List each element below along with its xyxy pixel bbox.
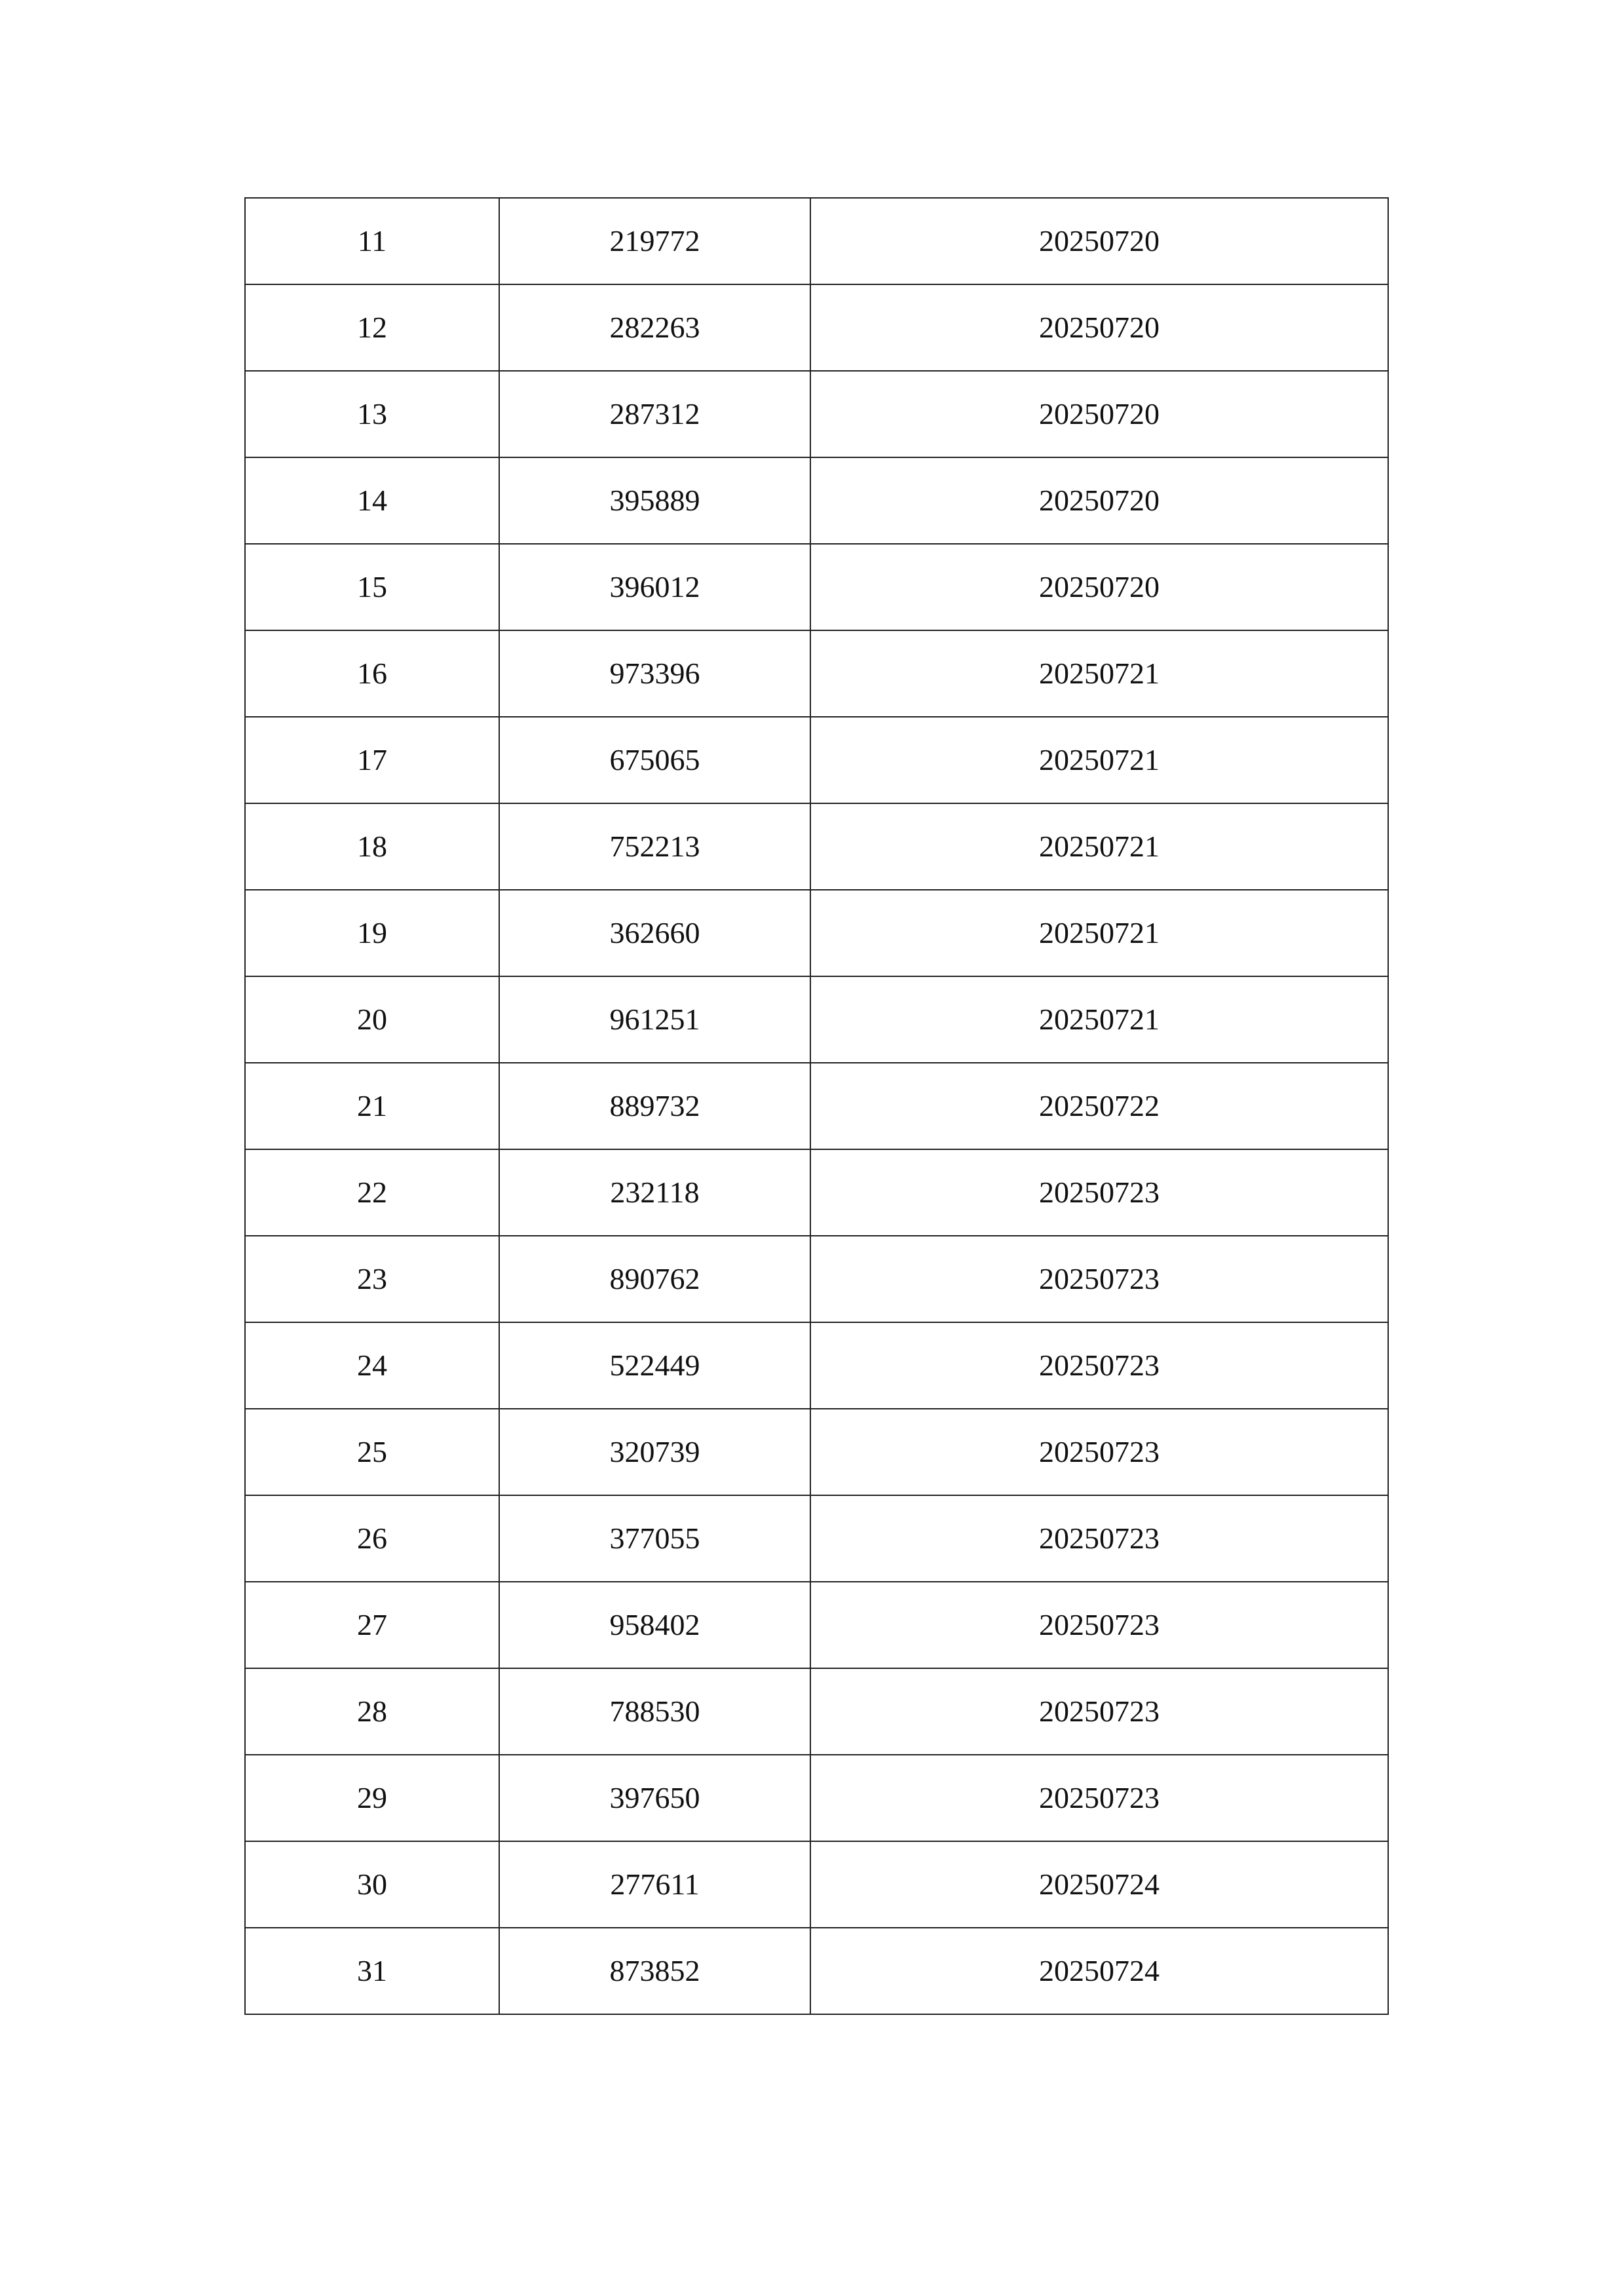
date-cell: 20250721 — [810, 803, 1388, 890]
date-cell: 20250721 — [810, 976, 1388, 1063]
row-index-cell: 14 — [245, 457, 499, 544]
date-cell: 20250721 — [810, 890, 1388, 976]
row-index-cell: 11 — [245, 198, 499, 284]
records-table-body — [245, 198, 1388, 2014]
code-cell: 522449 — [499, 1322, 810, 1409]
date-cell: 20250723 — [810, 1236, 1388, 1322]
table-row — [245, 717, 1388, 803]
date-cell: 20250721 — [810, 630, 1388, 717]
row-index-cell: 15 — [245, 544, 499, 630]
table-row — [245, 284, 1388, 371]
code-cell: 889732 — [499, 1063, 810, 1149]
table-row — [245, 1322, 1388, 1409]
row-index-cell: 24 — [245, 1322, 499, 1409]
table-row — [245, 1236, 1388, 1322]
date-cell: 20250722 — [810, 1063, 1388, 1149]
table-row — [245, 803, 1388, 890]
row-index-cell: 26 — [245, 1495, 499, 1582]
table-row — [245, 371, 1388, 457]
table-row — [245, 1755, 1388, 1841]
code-cell: 219772 — [499, 198, 810, 284]
code-cell: 958402 — [499, 1582, 810, 1668]
table-row — [245, 1063, 1388, 1149]
code-cell: 287312 — [499, 371, 810, 457]
row-index-cell: 16 — [245, 630, 499, 717]
code-cell: 675065 — [499, 717, 810, 803]
code-cell: 277611 — [499, 1841, 810, 1928]
row-index-cell: 28 — [245, 1668, 499, 1755]
date-cell: 20250720 — [810, 284, 1388, 371]
table-row — [245, 544, 1388, 630]
code-cell: 395889 — [499, 457, 810, 544]
row-index-cell: 22 — [245, 1149, 499, 1236]
date-cell: 20250723 — [810, 1322, 1388, 1409]
code-cell: 320739 — [499, 1409, 810, 1495]
row-index-cell: 27 — [245, 1582, 499, 1668]
date-cell: 20250723 — [810, 1668, 1388, 1755]
code-cell: 752213 — [499, 803, 810, 890]
table-row — [245, 198, 1388, 284]
date-cell: 20250720 — [810, 544, 1388, 630]
date-cell: 20250724 — [810, 1928, 1388, 2014]
row-index-cell: 12 — [245, 284, 499, 371]
table-row — [245, 457, 1388, 544]
table-row — [245, 1668, 1388, 1755]
code-cell: 873852 — [499, 1928, 810, 2014]
date-cell: 20250723 — [810, 1409, 1388, 1495]
code-cell: 282263 — [499, 284, 810, 371]
date-cell: 20250723 — [810, 1495, 1388, 1582]
row-index-cell: 29 — [245, 1755, 499, 1841]
row-index-cell: 13 — [245, 371, 499, 457]
table-row — [245, 1409, 1388, 1495]
row-index-cell: 25 — [245, 1409, 499, 1495]
code-cell: 973396 — [499, 630, 810, 717]
date-cell: 20250724 — [810, 1841, 1388, 1928]
row-index-cell: 21 — [245, 1063, 499, 1149]
date-cell: 20250721 — [810, 717, 1388, 803]
code-cell: 362660 — [499, 890, 810, 976]
row-index-cell: 19 — [245, 890, 499, 976]
date-cell: 20250720 — [810, 198, 1388, 284]
table-row — [245, 1149, 1388, 1236]
table-row — [245, 1582, 1388, 1668]
code-cell: 890762 — [499, 1236, 810, 1322]
code-cell: 377055 — [499, 1495, 810, 1582]
code-cell: 961251 — [499, 976, 810, 1063]
table-row — [245, 1841, 1388, 1928]
date-cell: 20250720 — [810, 457, 1388, 544]
table-row — [245, 1928, 1388, 2014]
row-index-cell: 23 — [245, 1236, 499, 1322]
records-table — [244, 197, 1389, 2015]
code-cell: 232118 — [499, 1149, 810, 1236]
code-cell: 396012 — [499, 544, 810, 630]
date-cell: 20250723 — [810, 1755, 1388, 1841]
date-cell: 20250723 — [810, 1582, 1388, 1668]
row-index-cell: 18 — [245, 803, 499, 890]
date-cell: 20250720 — [810, 371, 1388, 457]
table-row — [245, 976, 1388, 1063]
table-row — [245, 890, 1388, 976]
row-index-cell: 17 — [245, 717, 499, 803]
row-index-cell: 31 — [245, 1928, 499, 2014]
code-cell: 397650 — [499, 1755, 810, 1841]
table-row — [245, 630, 1388, 717]
row-index-cell: 20 — [245, 976, 499, 1063]
date-cell: 20250723 — [810, 1149, 1388, 1236]
table-row — [245, 1495, 1388, 1582]
row-index-cell: 30 — [245, 1841, 499, 1928]
code-cell: 788530 — [499, 1668, 810, 1755]
